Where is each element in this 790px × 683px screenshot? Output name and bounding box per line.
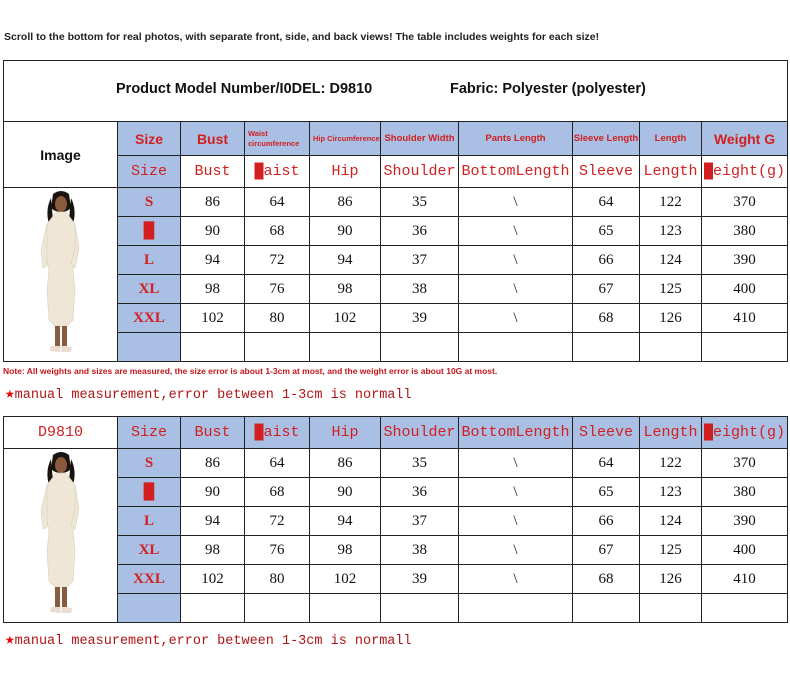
row-size: █ [118, 217, 181, 246]
empty-cell [640, 333, 702, 362]
row-length: 125 [640, 536, 702, 565]
row-bust: 94 [181, 507, 245, 536]
row-size: █ [118, 478, 181, 507]
manual-note-text: manual measurement,error between 1-3cm is normall [14, 388, 412, 403]
row-shoulder: 39 [381, 565, 459, 594]
row-length: 123 [640, 217, 702, 246]
empty-cell [181, 594, 245, 623]
mono-header-bottom-length: BottomLength [459, 156, 573, 188]
row-size: L [118, 246, 181, 275]
row-bust: 86 [181, 449, 245, 478]
row-bottom-length: \ [459, 217, 573, 246]
dress-model-illustration [31, 451, 91, 615]
empty-cell [310, 333, 381, 362]
row-sleeve: 66 [573, 246, 640, 275]
row-waist: 64 [245, 188, 310, 217]
empty-cell [573, 594, 640, 623]
mono-header-waist: █aist [245, 417, 310, 449]
row-shoulder: 35 [381, 449, 459, 478]
row-waist: 72 [245, 246, 310, 275]
row-weight: 410 [702, 304, 788, 333]
top-note: Scroll to the bottom for real photos, with separate front, side, and back views! The table includes weights for each size! [4, 31, 600, 43]
row-waist: 76 [245, 275, 310, 304]
empty-cell [640, 594, 702, 623]
row-shoulder: 35 [381, 188, 459, 217]
mono-header-sleeve: Sleeve [573, 417, 640, 449]
row-hip: 102 [310, 565, 381, 594]
row-bust: 86 [181, 188, 245, 217]
row-size: XXL [118, 304, 181, 333]
star-icon: ★ [5, 631, 15, 649]
row-bottom-length: \ [459, 188, 573, 217]
mono-header-sleeve: Sleeve [573, 156, 640, 188]
size-table-1 [3, 60, 788, 362]
mono-header-shoulder: Shoulder [381, 417, 459, 449]
size-table-2 [3, 416, 788, 623]
row-shoulder: 36 [381, 478, 459, 507]
row-weight: 400 [702, 536, 788, 565]
empty-cell [381, 594, 459, 623]
mono-header-hip: Hip [310, 417, 381, 449]
empty-cell [381, 333, 459, 362]
row-sleeve: 68 [573, 304, 640, 333]
row-waist: 68 [245, 217, 310, 246]
row-shoulder: 39 [381, 304, 459, 333]
row-hip: 86 [310, 449, 381, 478]
mono-header-length: Length [640, 417, 702, 449]
header-bust: Bust [181, 122, 245, 156]
mono-header-length: Length [640, 156, 702, 188]
mono-header-bust: Bust [181, 156, 245, 188]
header-waist: Waist circumference [245, 122, 310, 156]
row-weight: 370 [702, 449, 788, 478]
row-hip: 94 [310, 246, 381, 275]
row-length: 126 [640, 304, 702, 333]
empty-cell [310, 594, 381, 623]
manual-note-2 [5, 629, 412, 649]
row-bust: 98 [181, 275, 245, 304]
row-bust: 94 [181, 246, 245, 275]
header-weight: Weight G [702, 122, 788, 156]
row-bottom-length: \ [459, 449, 573, 478]
row-length: 123 [640, 478, 702, 507]
row-weight: 390 [702, 507, 788, 536]
row-bust: 90 [181, 478, 245, 507]
header-sleeve: Sleeve Length [573, 122, 640, 156]
row-length: 126 [640, 565, 702, 594]
product-header [4, 61, 788, 122]
mono-header-hip: Hip [310, 156, 381, 188]
empty-cell [702, 594, 788, 623]
row-sleeve: 64 [573, 449, 640, 478]
header-shoulder: Shoulder Width [381, 122, 459, 156]
row-shoulder: 37 [381, 507, 459, 536]
row-length: 122 [640, 449, 702, 478]
empty-cell [573, 333, 640, 362]
row-length: 122 [640, 188, 702, 217]
mono-header-bust: Bust [181, 417, 245, 449]
row-size: S [118, 449, 181, 478]
row-weight: 370 [702, 188, 788, 217]
row-hip: 94 [310, 507, 381, 536]
row-size: XL [118, 275, 181, 304]
mono-header-shoulder: Shoulder [381, 156, 459, 188]
row-bottom-length: \ [459, 246, 573, 275]
row-bottom-length: \ [459, 478, 573, 507]
header-hip: Hip Circumference [310, 122, 381, 156]
row-sleeve: 67 [573, 536, 640, 565]
row-weight: 390 [702, 246, 788, 275]
row-bust: 102 [181, 304, 245, 333]
row-sleeve: 65 [573, 217, 640, 246]
row-sleeve: 66 [573, 507, 640, 536]
fabric-label: Fabric: Polyester (polyester) [450, 81, 646, 97]
mono-header-waist: █aist [245, 156, 310, 188]
empty-cell [702, 333, 788, 362]
row-bottom-length: \ [459, 536, 573, 565]
header-pants-length: Pants Length [459, 122, 573, 156]
empty-cell [181, 333, 245, 362]
row-bust: 102 [181, 565, 245, 594]
row-bottom-length: \ [459, 304, 573, 333]
row-bottom-length: \ [459, 507, 573, 536]
row-size: XL [118, 536, 181, 565]
model-photo [4, 188, 118, 362]
row-waist: 80 [245, 304, 310, 333]
row-hip: 98 [310, 536, 381, 565]
manual-note-1 [5, 383, 412, 403]
empty-cell [245, 594, 310, 623]
row-hip: 102 [310, 304, 381, 333]
model-code-label: D9810 [4, 417, 118, 449]
row-length: 124 [640, 507, 702, 536]
manual-note-text: manual measurement,error between 1-3cm is normall [14, 634, 412, 649]
row-shoulder: 37 [381, 246, 459, 275]
row-hip: 90 [310, 478, 381, 507]
mono-header-size: Size [118, 156, 181, 188]
row-bust: 98 [181, 536, 245, 565]
row-length: 125 [640, 275, 702, 304]
model-number: Product Model Number/I0DEL: D9810 [116, 81, 373, 97]
mono-header-bottom-length: BottomLength [459, 417, 573, 449]
star-icon: ★ [5, 385, 15, 403]
mono-header-size: Size [118, 417, 181, 449]
row-weight: 410 [702, 565, 788, 594]
row-waist: 72 [245, 507, 310, 536]
row-length: 124 [640, 246, 702, 275]
dress-model-illustration [31, 190, 91, 354]
empty-cell [245, 333, 310, 362]
empty-cell [459, 333, 573, 362]
row-shoulder: 36 [381, 217, 459, 246]
row-hip: 98 [310, 275, 381, 304]
row-bottom-length: \ [459, 565, 573, 594]
row-waist: 68 [245, 478, 310, 507]
row-weight: 380 [702, 478, 788, 507]
row-size: XXL [118, 565, 181, 594]
mono-header-weight: █eight(g) [702, 156, 788, 188]
row-size: L [118, 507, 181, 536]
row-hip: 90 [310, 217, 381, 246]
empty-size-cell [118, 594, 181, 623]
empty-size-cell [118, 333, 181, 362]
row-hip: 86 [310, 188, 381, 217]
row-waist: 80 [245, 565, 310, 594]
measurement-note: Note: All weights and sizes are measured, the size error is about 1-3cm at most, and the weight error is about 10G at most. [3, 366, 498, 376]
row-waist: 76 [245, 536, 310, 565]
row-size: S [118, 188, 181, 217]
row-shoulder: 38 [381, 536, 459, 565]
row-weight: 380 [702, 217, 788, 246]
row-sleeve: 65 [573, 478, 640, 507]
row-sleeve: 68 [573, 565, 640, 594]
row-weight: 400 [702, 275, 788, 304]
empty-cell [459, 594, 573, 623]
row-bust: 90 [181, 217, 245, 246]
row-shoulder: 38 [381, 275, 459, 304]
image-column-header: Image [4, 122, 118, 188]
model-photo [4, 449, 118, 623]
mono-header-weight: █eight(g) [702, 417, 788, 449]
header-length: Length [640, 122, 702, 156]
header-size: Size [118, 122, 181, 156]
row-bottom-length: \ [459, 275, 573, 304]
row-waist: 64 [245, 449, 310, 478]
row-sleeve: 67 [573, 275, 640, 304]
row-sleeve: 64 [573, 188, 640, 217]
